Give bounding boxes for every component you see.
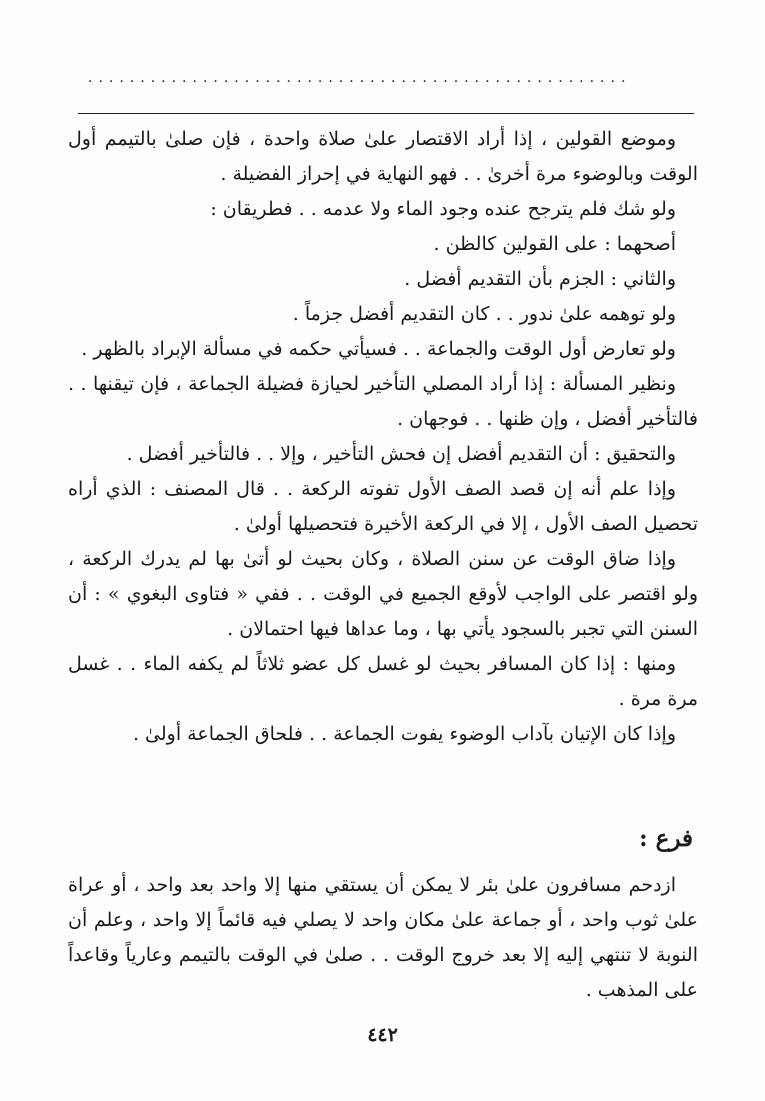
paragraph: أصحهما : على القولين كالظن . [433,233,676,255]
paragraph: ونظير المسألة : إذا أراد المصلي التأخير لحيازة فضيلة الجماعة ، فإن تيقنها . . فالتأخير أفضل ، وإن ظنها . . فوجهان . [68,373,698,430]
paragraph: ولو تعارض أول الوقت والجماعة . . فسيأتي حكمه في مسألة الإبراد بالظهر . [81,338,676,360]
header-dotted-separator: .................................................... [88,70,632,86]
main-text [68,122,698,752]
paragraph: ولو توهمه علىٰ ندور . . كان التقديم أفضل جزماً . [292,303,676,325]
paragraph: وموضع القولين ، إذا أراد الاقتصار علىٰ صلاة واحدة ، فإن صلىٰ بالتيمم أول الوقت وبالوضوء مرة أخرىٰ . . فهو النهاية في إحراز الفضيلة . [68,128,698,185]
header-rule [78,113,694,114]
branch-text [68,868,698,1008]
paragraph: والتحقيق : أن التقديم أفضل إن فحش التأخير ، وإلا . . فالتأخير أفضل . [126,443,676,465]
paragraph: ازدحم مسافرون علىٰ بئر لا يمكن أن يستقي منها إلا واحد بعد واحد ، أو عراة علىٰ ثوب واحد ، أو جماعة علىٰ مكان واحد لا يصلي فيه قائماً إلا واحد ، وعلم أن النوبة لا تنتهي إليه إلا بعد خروج الوقت . . صلىٰ في الوقت بالتيمم وعارياً وقاعداً على المذهب . [68,874,698,1001]
paragraph: والثاني : الجزم بأن التقديم أفضل . [404,268,676,290]
paragraph: وإذا علم أنه إن قصد الصف الأول تفوته الركعة . . قال المصنف : الذي أراه تحصيل الصف الأول ، إلا في الركعة الأخيرة فتحصيلها أولىٰ . [68,478,698,535]
paragraph: وإذا ضاق الوقت عن سنن الصلاة ، وكان بحيث لو أتىٰ بها لم يدرك الركعة ، ولو اقتصر على الواجب لأوقع الجميع في الوقت . . ففي « فتاوى البغوي » : أن السنن التي تجبر بالسجود يأتي بها ، وما عداها فيها احتمالان . [68,548,698,640]
paragraph: ومنها : إذا كان المسافر بحيث لو غسل كل عضو ثلاثاً لم يكفه الماء . . غسل مرة مرة . [68,653,698,710]
section-heading: فرع : [639,825,693,852]
paragraph: ولو شك فلم يترجح عنده وجود الماء ولا عدمه . . فطريقان : [210,198,676,220]
paragraph: وإذا كان الإتيان بآداب الوضوء يفوت الجماعة . . فلحاق الجماعة أولىٰ . [132,723,676,745]
page-number: ٤٤٢ [367,1024,398,1046]
